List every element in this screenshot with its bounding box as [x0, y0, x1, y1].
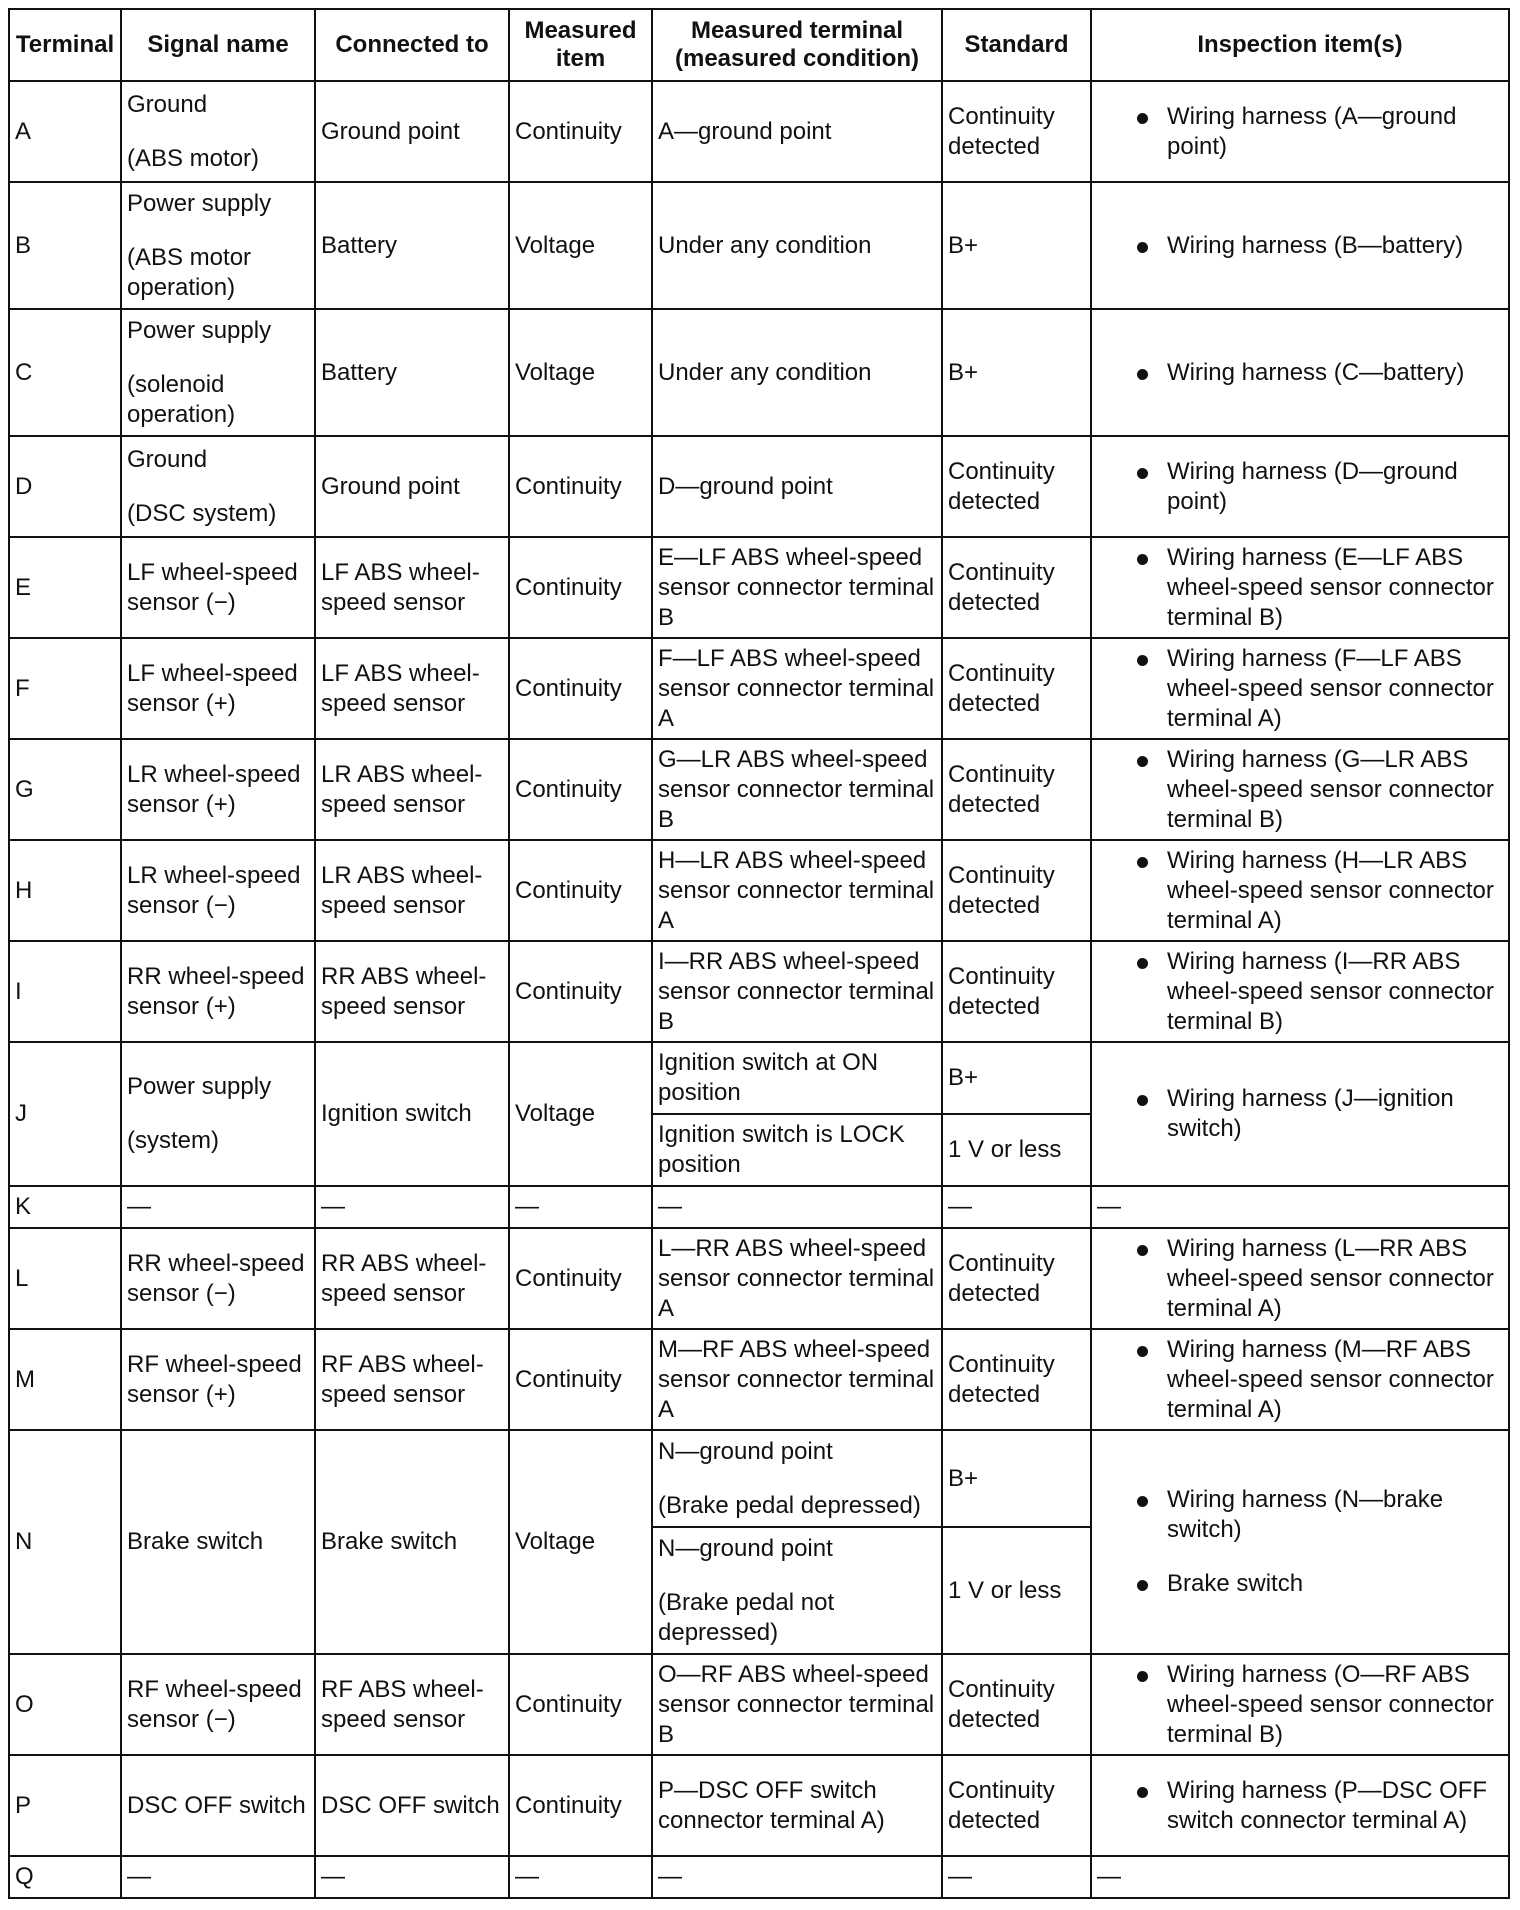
header-connected-to: Connected to	[315, 9, 509, 81]
table-row	[9, 1430, 1509, 1527]
terminal-cell: E	[9, 537, 121, 638]
inspection-cell	[1091, 182, 1509, 309]
standard-cell: Continuity detected	[942, 840, 1091, 941]
measured-terminal-line: N—ground point	[658, 1534, 833, 1562]
table-row	[9, 1042, 1509, 1114]
measured-terminal-cell: G—LR ABS wheel-speed sensor connector terminal B	[652, 739, 942, 840]
signal-name-line: Power supply	[127, 189, 272, 217]
standard-cell: Continuity detected	[942, 638, 1091, 739]
header-measured-item	[509, 9, 652, 81]
terminal-cell: M	[9, 1329, 121, 1430]
table-row	[9, 1228, 1509, 1329]
connected-to-cell: Battery	[315, 309, 509, 436]
inspection-cell: —	[1091, 1856, 1509, 1898]
inspection-item: Wiring harness (L—RR ABS wheel-speed sensor connector terminal A)	[1133, 1234, 1503, 1324]
standard-cell: Continuity detected	[942, 1329, 1091, 1430]
standard-cell: Continuity detected	[942, 436, 1091, 537]
inspection-item: Wiring harness (E—LF ABS wheel-speed sensor connector terminal B)	[1133, 543, 1503, 633]
connected-to-cell: RR ABS wheel-speed sensor	[315, 1228, 509, 1329]
signal-name-cell	[121, 739, 315, 840]
inspection-item: Wiring harness (H—LR ABS wheel-speed sensor connector terminal A)	[1133, 846, 1503, 936]
measured-terminal-cell: M—RF ABS wheel-speed sensor connector terminal A	[652, 1329, 942, 1430]
standard-cell: Continuity detected	[942, 739, 1091, 840]
measured-item-cell: Continuity	[509, 537, 652, 638]
signal-name-cell	[121, 81, 315, 182]
measured-terminal-cell: E—LF ABS wheel-speed sensor connector terminal B	[652, 537, 942, 638]
connected-to-cell: RF ABS wheel-speed sensor	[315, 1654, 509, 1755]
inspection-cell	[1091, 436, 1509, 537]
inspection-list	[1097, 1776, 1503, 1836]
measured-terminal-cell: A—ground point	[652, 81, 942, 182]
inspection-cell	[1091, 1755, 1509, 1856]
measured-terminal-cell: I—RR ABS wheel-speed sensor connector terminal B	[652, 941, 942, 1042]
measured-terminal-cell: Under any condition	[652, 309, 942, 436]
measured-terminal-cell	[652, 1430, 942, 1527]
signal-name-line: Power supply	[127, 1073, 272, 1100]
measured-item-cell: —	[509, 1856, 652, 1898]
inspection-item: Brake switch	[1133, 1569, 1503, 1599]
signal-name-line: —	[127, 1193, 151, 1220]
measured-terminal-cell: —	[652, 1186, 942, 1228]
terminal-cell: H	[9, 840, 121, 941]
measured-item-cell: Continuity	[509, 638, 652, 739]
inspection-cell	[1091, 309, 1509, 436]
measured-item-cell: Continuity	[509, 1329, 652, 1430]
connected-to-cell: LF ABS wheel-speed sensor	[315, 537, 509, 638]
standard-cell: B+	[942, 1430, 1091, 1527]
measured-terminal-cell: Ignition switch at ON position	[652, 1042, 942, 1114]
standard-cell: —	[942, 1186, 1091, 1228]
inspection-list	[1097, 1234, 1503, 1324]
table-row	[9, 1654, 1509, 1755]
inspection-item: Wiring harness (P—DSC OFF switch connector terminal A)	[1133, 1776, 1503, 1836]
inspection-item: Wiring harness (F—LF ABS wheel-speed sensor connector terminal A)	[1133, 644, 1503, 734]
terminal-cell: B	[9, 182, 121, 309]
connected-to-cell: RR ABS wheel-speed sensor	[315, 941, 509, 1042]
measured-terminal-cell: —	[652, 1856, 942, 1898]
terminal-cell: A	[9, 81, 121, 182]
signal-name-line: (ABS motor)	[127, 144, 260, 172]
signal-name-cell	[121, 840, 315, 941]
connected-to-cell: DSC OFF switch	[315, 1755, 509, 1856]
connected-to-cell: LR ABS wheel-speed sensor	[315, 739, 509, 840]
inspection-item: Wiring harness (C—battery)	[1133, 358, 1503, 388]
table-row	[9, 1856, 1509, 1898]
table-row	[9, 638, 1509, 739]
standard-cell: B+	[942, 1042, 1091, 1114]
measured-item-cell: Continuity	[509, 1654, 652, 1755]
inspection-list	[1097, 947, 1503, 1037]
table-row	[9, 81, 1509, 182]
header-signal-name: Signal name	[121, 9, 315, 81]
connected-to-cell: LF ABS wheel-speed sensor	[315, 638, 509, 739]
inspection-list	[1097, 543, 1503, 633]
signal-name-line: RR wheel-speed sensor (−)	[127, 1249, 305, 1307]
measured-item-cell: Continuity	[509, 1755, 652, 1856]
signal-name-cell	[121, 537, 315, 638]
inspection-cell	[1091, 638, 1509, 739]
standard-cell: Continuity detected	[942, 1755, 1091, 1856]
table-row	[9, 1755, 1509, 1856]
table-row	[9, 309, 1509, 436]
signal-name-line: Brake switch	[127, 1528, 264, 1555]
measured-terminal-cell: Ignition switch is LOCK position	[652, 1114, 942, 1186]
measured-item-cell: Voltage	[509, 309, 652, 436]
terminal-cell: G	[9, 739, 121, 840]
inspection-item: Wiring harness (O—RF ABS wheel-speed sensor connector terminal B)	[1133, 1660, 1503, 1750]
measured-terminal-cell: L—RR ABS wheel-speed sensor connector terminal A	[652, 1228, 942, 1329]
terminal-cell: C	[9, 309, 121, 436]
signal-name-cell	[121, 1228, 315, 1329]
inspection-list	[1097, 457, 1503, 517]
signal-name-cell	[121, 309, 315, 436]
signal-name-cell	[121, 1042, 315, 1186]
measured-item-cell: —	[509, 1186, 652, 1228]
measured-item-cell: Continuity	[509, 436, 652, 537]
standard-cell: Continuity detected	[942, 1654, 1091, 1755]
terminal-cell: K	[9, 1186, 121, 1228]
connected-to-cell: Ignition switch	[315, 1042, 509, 1186]
terminal-cell: D	[9, 436, 121, 537]
inspection-cell	[1091, 537, 1509, 638]
terminal-cell: F	[9, 638, 121, 739]
signal-name-line: RF wheel-speed sensor (+)	[127, 1350, 302, 1408]
inspection-item: Wiring harness (B—battery)	[1133, 231, 1503, 261]
signal-name-line: —	[127, 1863, 151, 1890]
inspection-list	[1097, 644, 1503, 734]
standard-cell: B+	[942, 182, 1091, 309]
table-row	[9, 840, 1509, 941]
measured-terminal-cell: H—LR ABS wheel-speed sensor connector terminal A	[652, 840, 942, 941]
signal-name-line: (solenoid operation)	[127, 370, 236, 428]
measured-terminal-line: N—ground point	[658, 1437, 833, 1465]
measured-item-cell: Continuity	[509, 941, 652, 1042]
inspection-list	[1097, 231, 1503, 261]
measured-terminal-cell: D—ground point	[652, 436, 942, 537]
signal-name-line: LF wheel-speed sensor (+)	[127, 659, 298, 717]
signal-name-line: Ground	[127, 445, 208, 473]
connected-to-cell: —	[315, 1186, 509, 1228]
inspection-list	[1097, 102, 1503, 162]
table-body	[9, 81, 1509, 1898]
signal-name-cell	[121, 436, 315, 537]
signal-name-line: Ground	[127, 90, 208, 118]
table-row	[9, 1186, 1509, 1228]
signal-name-cell	[121, 1654, 315, 1755]
inspection-list	[1097, 745, 1503, 835]
signal-name-line: (DSC system)	[127, 499, 277, 527]
table-row	[9, 941, 1509, 1042]
signal-name-cell	[121, 1856, 315, 1898]
signal-name-line: (system)	[127, 1127, 219, 1154]
inspection-cell	[1091, 1042, 1509, 1186]
standard-cell: Continuity detected	[942, 1228, 1091, 1329]
measured-terminal-line: (Brake pedal not depressed)	[658, 1588, 835, 1646]
inspection-item: Wiring harness (M—RF ABS wheel-speed sensor connector terminal A)	[1133, 1335, 1503, 1425]
table-row	[9, 436, 1509, 537]
signal-name-line: DSC OFF switch	[127, 1791, 306, 1819]
signal-name-line: LF wheel-speed sensor (−)	[127, 558, 298, 616]
inspection-list	[1097, 1660, 1503, 1750]
signal-name-cell	[121, 1430, 315, 1654]
signal-name-line: LR wheel-speed sensor (+)	[127, 760, 301, 818]
inspection-list	[1097, 358, 1503, 388]
inspection-list	[1097, 1084, 1503, 1144]
inspection-list	[1097, 846, 1503, 936]
connected-to-cell: Brake switch	[315, 1430, 509, 1654]
signal-name-line: RF wheel-speed sensor (−)	[127, 1675, 302, 1733]
inspection-cell	[1091, 1228, 1509, 1329]
signal-name-cell	[121, 941, 315, 1042]
inspection-item: Wiring harness (G—LR ABS wheel-speed sensor connector terminal B)	[1133, 745, 1503, 835]
inspection-list	[1097, 1335, 1503, 1425]
terminal-cell: Q	[9, 1856, 121, 1898]
measured-item-cell: Voltage	[509, 182, 652, 309]
measured-terminal-line: (Brake pedal depressed)	[658, 1491, 921, 1519]
standard-cell: B+	[942, 309, 1091, 436]
connected-to-cell: Ground point	[315, 436, 509, 537]
terminal-cell: N	[9, 1430, 121, 1654]
standard-cell: Continuity detected	[942, 941, 1091, 1042]
inspection-cell	[1091, 840, 1509, 941]
header-measured-terminal-line-2: (measured condition)	[674, 45, 920, 72]
connected-to-cell: Ground point	[315, 81, 509, 182]
header-measured-item-line-1: Measured	[524, 17, 637, 44]
measured-item-cell: Continuity	[509, 840, 652, 941]
measured-item-cell: Voltage	[509, 1430, 652, 1654]
standard-cell: Continuity detected	[942, 537, 1091, 638]
header-row	[9, 9, 1509, 81]
measured-item-cell: Continuity	[509, 739, 652, 840]
signal-name-cell	[121, 638, 315, 739]
signal-name-cell	[121, 1186, 315, 1228]
inspection-cell: —	[1091, 1186, 1509, 1228]
inspection-item: Wiring harness (J—ignition switch)	[1133, 1084, 1503, 1144]
measured-terminal-cell: P—DSC OFF switch connector terminal A)	[652, 1755, 942, 1856]
connected-to-cell: LR ABS wheel-speed sensor	[315, 840, 509, 941]
header-measured-item-line-2: item	[555, 45, 606, 72]
table-row	[9, 182, 1509, 309]
signal-name-line: RR wheel-speed sensor (+)	[127, 962, 305, 1020]
signal-name-line: (ABS motor operation)	[127, 243, 252, 301]
table-row	[9, 537, 1509, 638]
signal-name-cell	[121, 1755, 315, 1856]
measured-terminal-cell: O—RF ABS wheel-speed sensor connector terminal B	[652, 1654, 942, 1755]
measured-terminal-cell: F—LF ABS wheel-speed sensor connector terminal A	[652, 638, 942, 739]
inspection-cell	[1091, 1430, 1509, 1654]
table-row	[9, 739, 1509, 840]
inspection-cell	[1091, 81, 1509, 182]
measured-item-cell: Voltage	[509, 1042, 652, 1186]
signal-name-line: Power supply	[127, 316, 272, 344]
measured-item-cell: Continuity	[509, 1228, 652, 1329]
header-inspection-items: Inspection item(s)	[1091, 9, 1509, 81]
inspection-cell	[1091, 941, 1509, 1042]
inspection-item: Wiring harness (D—ground point)	[1133, 457, 1503, 517]
terminal-cell: J	[9, 1042, 121, 1186]
standard-cell: 1 V or less	[942, 1527, 1091, 1654]
inspection-item: Wiring harness (I—RR ABS wheel-speed sensor connector terminal B)	[1133, 947, 1503, 1037]
terminal-voltage-table	[8, 8, 1510, 1899]
signal-name-cell	[121, 182, 315, 309]
header-measured-terminal	[652, 9, 942, 81]
terminal-cell: I	[9, 941, 121, 1042]
table-row	[9, 1329, 1509, 1430]
signal-name-line: LR wheel-speed sensor (−)	[127, 861, 301, 919]
standard-cell: —	[942, 1856, 1091, 1898]
inspection-cell	[1091, 1329, 1509, 1430]
terminal-cell: P	[9, 1755, 121, 1856]
measured-terminal-cell	[652, 1527, 942, 1654]
measured-terminal-cell: Under any condition	[652, 182, 942, 309]
inspection-item: Wiring harness (N—brake switch)	[1133, 1485, 1503, 1545]
inspection-cell	[1091, 739, 1509, 840]
standard-cell: Continuity detected	[942, 81, 1091, 182]
standard-cell: 1 V or less	[942, 1114, 1091, 1186]
inspection-list	[1097, 1485, 1503, 1599]
connected-to-cell: —	[315, 1856, 509, 1898]
measured-item-cell: Continuity	[509, 81, 652, 182]
header-terminal: Terminal	[9, 9, 121, 81]
terminal-cell: O	[9, 1654, 121, 1755]
terminal-cell: L	[9, 1228, 121, 1329]
inspection-item: Wiring harness (A—ground point)	[1133, 102, 1503, 162]
connected-to-cell: Battery	[315, 182, 509, 309]
connected-to-cell: RF ABS wheel-speed sensor	[315, 1329, 509, 1430]
header-measured-terminal-line-1: Measured terminal	[690, 17, 904, 44]
header-standard: Standard	[942, 9, 1091, 81]
inspection-cell	[1091, 1654, 1509, 1755]
signal-name-cell	[121, 1329, 315, 1430]
